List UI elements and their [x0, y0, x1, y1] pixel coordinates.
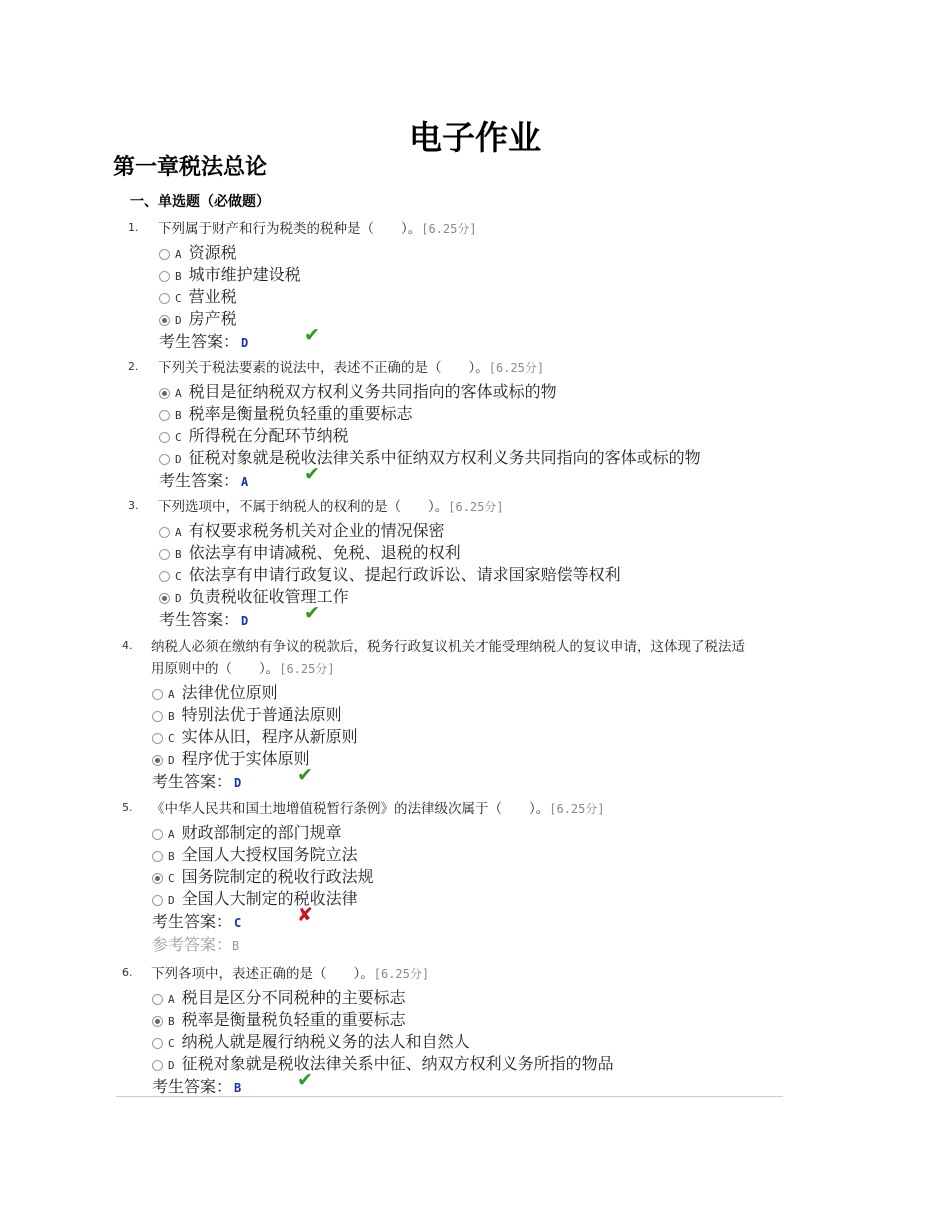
option-text: 征税对象就是税收法律关系中征纳双方权利义务共同指向的客体或标的物 — [188, 448, 701, 467]
student-answer-value: A — [241, 475, 249, 489]
question-number: 5. — [122, 801, 133, 814]
question-score: [6.25分] — [549, 802, 605, 816]
option-text: 财政部制定的部门规章 — [181, 823, 342, 842]
student-answer-value: D — [241, 614, 249, 628]
answer-option[interactable] — [159, 286, 237, 308]
radio-button[interactable] — [152, 994, 163, 1005]
answer-option[interactable] — [159, 403, 413, 425]
option-letter: A — [168, 993, 175, 1006]
option-letter: D — [168, 894, 175, 907]
question-prompt-line-1: 纳税人必须在缴纳有争议的税款后，税务行政复议机关才能受理纳税人的复议申请，这体现了税法适 — [151, 639, 745, 655]
option-letter: B — [175, 409, 182, 422]
answer-option[interactable] — [159, 381, 557, 403]
answer-option[interactable] — [152, 822, 342, 844]
correct-check-icon: ✔ — [297, 1069, 313, 1091]
question-text — [158, 218, 477, 240]
student-answer-label: 考生答案： — [159, 610, 240, 629]
correct-check-icon: ✔ — [304, 602, 320, 624]
question-text — [151, 798, 605, 820]
option-letter: B — [168, 710, 175, 723]
answer-option[interactable] — [152, 1009, 406, 1031]
option-letter: C — [168, 1037, 175, 1050]
radio-button[interactable] — [152, 829, 163, 840]
radio-button[interactable] — [152, 733, 163, 744]
option-text: 国务院制定的税收行政法规 — [181, 867, 374, 886]
radio-button[interactable] — [159, 549, 170, 560]
question-prompt: 下列关于税法要素的说法中，表述不正确的是（ ）。 — [158, 360, 489, 376]
question-number: 3. — [128, 499, 139, 512]
wrong-cross-icon: ✘ — [297, 904, 313, 926]
radio-button[interactable] — [159, 293, 170, 304]
bottom-divider — [116, 1096, 783, 1097]
student-answer — [159, 609, 248, 631]
option-letter: A — [168, 688, 175, 701]
reference-answer-label: 参考答案： — [152, 935, 233, 954]
answer-option[interactable] — [152, 1053, 614, 1075]
correct-check-icon: ✔ — [304, 463, 320, 485]
student-answer-label: 考生答案： — [159, 471, 240, 490]
radio-button[interactable] — [159, 249, 170, 260]
question-number: 2. — [128, 360, 139, 373]
radio-button[interactable] — [159, 388, 170, 399]
question-prompt: 下列选项中，不属于纳税人的权利的是（ ）。 — [158, 499, 449, 515]
option-letter: B — [175, 548, 182, 561]
question-score: [6.25分] — [421, 222, 477, 236]
student-answer-label: 考生答案： — [152, 912, 233, 931]
answer-option[interactable] — [152, 866, 374, 888]
student-answer-label: 考生答案： — [152, 1077, 233, 1096]
option-text: 全国人大授权国务院立法 — [181, 845, 358, 864]
question-score: [6.25分] — [448, 500, 504, 514]
answer-option[interactable] — [152, 682, 278, 704]
radio-button[interactable] — [159, 315, 170, 326]
student-answer — [152, 911, 241, 933]
correct-check-icon: ✔ — [297, 764, 313, 786]
answer-option[interactable] — [159, 542, 461, 564]
student-answer-label: 考生答案： — [152, 772, 233, 791]
option-letter: C — [168, 872, 175, 885]
option-text: 程序优于实体原则 — [181, 749, 310, 768]
option-text: 税目是征纳税双方权利义务共同指向的客体或标的物 — [188, 382, 557, 401]
question-prompt: 《中华人民共和国土地增值税暂行条例》的法律级次属于（ ）。 — [151, 801, 550, 817]
option-text: 税目是区分不同税种的主要标志 — [181, 988, 406, 1007]
radio-button[interactable] — [152, 895, 163, 906]
answer-option[interactable] — [159, 308, 237, 330]
option-letter: D — [175, 453, 182, 466]
option-text: 有权要求税务机关对企业的情况保密 — [188, 521, 445, 540]
option-letter: A — [168, 828, 175, 841]
option-letter: D — [175, 592, 182, 605]
option-letter: B — [175, 270, 182, 283]
reference-answer — [152, 934, 239, 956]
question-prompt: 下列属于财产和行为税类的税种是（ ）。 — [158, 221, 422, 237]
student-answer — [152, 1076, 241, 1098]
radio-button[interactable] — [159, 271, 170, 282]
answer-option[interactable] — [159, 264, 301, 286]
question-text — [151, 963, 429, 985]
option-text: 城市维护建设税 — [188, 265, 301, 284]
radio-button[interactable] — [159, 593, 170, 604]
option-text: 税率是衡量税负轻重的重要标志 — [188, 404, 413, 423]
student-answer-value: C — [234, 916, 242, 930]
question-text — [151, 636, 745, 680]
answer-option[interactable] — [152, 726, 358, 748]
correct-check-icon: ✔ — [304, 324, 320, 346]
radio-button[interactable] — [152, 689, 163, 700]
option-text: 房产税 — [188, 309, 237, 328]
radio-button[interactable] — [152, 1016, 163, 1027]
option-letter: D — [168, 1059, 175, 1072]
question-prompt-line-2: 用原则中的（ ）。 — [151, 661, 280, 677]
answer-option[interactable] — [152, 748, 310, 770]
page-title: 电子作业 — [409, 118, 541, 157]
radio-button[interactable] — [159, 432, 170, 443]
option-text: 纳税人就是履行纳税义务的法人和自然人 — [181, 1032, 470, 1051]
student-answer — [159, 331, 248, 353]
radio-button[interactable] — [159, 571, 170, 582]
answer-option[interactable] — [159, 586, 349, 608]
option-letter: B — [168, 850, 175, 863]
radio-button[interactable] — [152, 711, 163, 722]
answer-option[interactable] — [152, 704, 342, 726]
option-text: 法律优位原则 — [181, 683, 278, 702]
answer-option[interactable] — [152, 1031, 470, 1053]
student-answer-label: 考生答案： — [159, 332, 240, 351]
reference-answer-value: B — [232, 939, 240, 953]
option-letter: C — [175, 431, 182, 444]
question-number: 4. — [122, 639, 133, 652]
option-letter: D — [175, 314, 182, 327]
option-text: 全国人大制定的税收法律 — [181, 889, 358, 908]
answer-option[interactable] — [152, 888, 358, 910]
student-answer — [152, 771, 241, 793]
question-number: 1. — [128, 221, 139, 234]
radio-button[interactable] — [159, 527, 170, 538]
option-text: 特别法优于普通法原则 — [181, 705, 342, 724]
option-text: 依法享有申请减税、免税、退税的权利 — [188, 543, 461, 562]
option-letter: C — [168, 732, 175, 745]
student-answer-value: D — [241, 336, 249, 350]
answer-option[interactable] — [159, 242, 237, 264]
radio-button[interactable] — [152, 1060, 163, 1071]
option-text: 征税对象就是税收法律关系中征、纳双方权利义务所指的物品 — [181, 1054, 614, 1073]
option-letter: C — [175, 570, 182, 583]
option-letter: C — [175, 292, 182, 305]
radio-button[interactable] — [159, 454, 170, 465]
answer-option[interactable] — [152, 844, 358, 866]
option-letter: D — [168, 754, 175, 767]
option-letter: A — [175, 387, 182, 400]
option-text: 依法享有申请行政复议、提起行政诉讼、请求国家赔偿等权利 — [188, 565, 621, 584]
question-prompt: 下列各项中，表述正确的是（ ）。 — [151, 966, 374, 982]
question-number: 6. — [122, 966, 133, 979]
radio-button[interactable] — [152, 1038, 163, 1049]
option-text: 营业税 — [188, 287, 237, 306]
option-text: 负责税收征收管理工作 — [188, 587, 349, 606]
question-score: [6.25分] — [279, 662, 335, 676]
radio-button[interactable] — [152, 755, 163, 766]
chapter-title: 第一章税法总论 — [113, 154, 268, 180]
question-score: [6.25分] — [488, 361, 545, 375]
student-answer-value: B — [234, 1081, 242, 1095]
radio-button[interactable] — [152, 851, 163, 862]
option-letter: A — [175, 248, 182, 261]
option-letter: B — [168, 1015, 175, 1028]
answer-option[interactable] — [159, 447, 701, 469]
question-text — [158, 357, 544, 379]
option-text: 实体从旧，程序从新原则 — [181, 727, 358, 746]
radio-button[interactable] — [159, 410, 170, 421]
answer-option[interactable] — [159, 425, 349, 447]
answer-option[interactable] — [152, 987, 406, 1009]
option-text: 税率是衡量税负轻重的重要标志 — [181, 1010, 406, 1029]
option-text: 所得税在分配环节纳税 — [188, 426, 349, 445]
student-answer-value: D — [234, 776, 242, 790]
answer-option[interactable] — [159, 520, 445, 542]
question-text — [158, 496, 504, 518]
option-letter: A — [175, 526, 182, 539]
option-text: 资源税 — [188, 243, 237, 262]
student-answer — [159, 470, 248, 492]
section-title: 一、单选题（必做题） — [130, 194, 270, 210]
question-score: [6.25分] — [373, 967, 430, 981]
radio-button[interactable] — [152, 873, 163, 884]
answer-option[interactable] — [159, 564, 621, 586]
